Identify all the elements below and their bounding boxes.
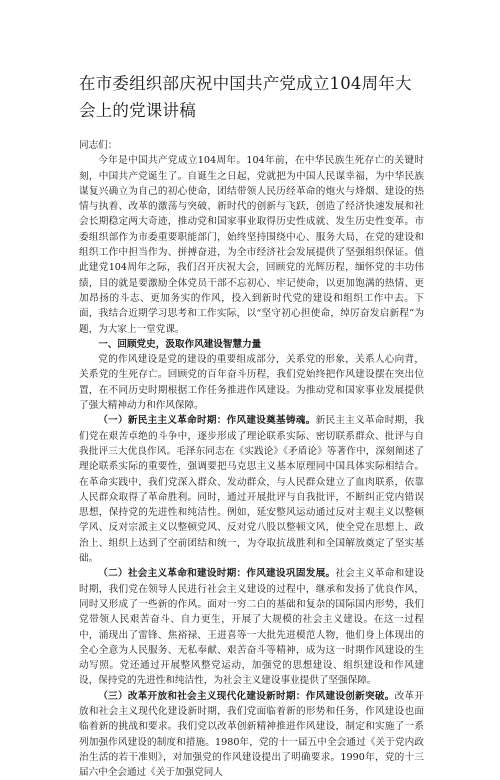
subsection-text: 改革开放和社会主义现代化建设新时期，我们党面临着新的形势和任务，作风建设也面临着新的挑战和要求。我们党以改革创新精神推进作风建设，制定和实施了一系列加强作风建设的制度和措施。1980年，党的十一届五中全会通过《关于党内政治生活的若干准则》，对加强党的作风建设提出了明确要求。1990年，党的十三届六中全会通过《关于加强党同人	[79, 690, 425, 779]
subsection-text: 社会主义革命和建设时期，我们党在领导人民进行社会主义建设的过程中，继承和发扬了优良作风，同时又形成了一些新的作风。面对一穷二白的基础和复杂的国际国内形势，我们党带领人民艰苦奋斗、自力更生，开展了大规模的社会主义建设。在这一过程中，涌现出了雷锋、焦裕禄、王进喜等一大批先进模范人物，他们身上体现出的全心全意为人民服务、无私奉献、艰苦奋斗等精神，成为这一时期作风建设的生动写照。党还通过开展整风整党运动，加强党的思想建设、组织建设和作风建设，保持党的先进性和纯洁性，为社会主义建设事业提供了坚强保障。	[79, 568, 425, 687]
document-body	[79, 138, 424, 780]
paragraph-intro: 今年是中国共产党成立104周年。104年前，在中华民族生死存亡的关键时刻，中国共产党诞生了。自诞生之日起，党就把为中国人民谋幸福，为中华民族谋复兴确立为自己的初心使命，团结带领人民历经革命的炮火与烽烟、建设的热情与执着、改革的激荡与突破、新时代的创新与飞跃，创造了经济快速发展和社会长期稳定两大奇迹，推动党和国家事业取得历史性成就、发生历史性变革。市委组织部作为市委重要职能部门，始终坚持围绕中心、服务大局，在党的建设和组织工作中担当作为、拼搏奋进，为全市经济社会发展提供了坚强组织保证。值此建党104周年之际，我们召开庆祝大会，回顾党的光辉历程，缅怀党的丰功伟绩，目的就是要激励全体党员干部不忘初心、牢记使命，以更加饱满的热情、更加昂扬的斗志、更加务实的作风，投入到新时代党的建设和组织工作中去。下面，我结合近期学习思考和工作实际，以“坚守初心担使命，绰厉奋发启新程”为题，为大家上一堂党课。	[79, 155, 424, 335]
subsection-lead: （三）改革开放和社会主义现代化建设新时期：作风建设创新突破。	[98, 690, 395, 702]
subsection-lead: （一）新民主主义革命时期：作风建设奠基铸魂。	[98, 415, 316, 427]
paragraph-subsection-3	[79, 689, 424, 780]
paragraph-subsection-2	[79, 566, 424, 688]
salutation: 同志们：	[79, 140, 118, 151]
paragraph-section-intro: 党的作风建设是党的建设的重要组成部分，关系党的形象，关系人心向背，关系党的生死存亡。回顾党的百年奋斗历程，我们党始终把作风建设摆在突出位置，在不同历史时期根据工作任务推进作风建设。为推动党和国家事业发展提供了强大精神动力和作风保障。	[79, 354, 424, 412]
paragraph-subsection-1	[79, 413, 424, 566]
subsection-text: 新民主主义革命时期，我们党在艰苦卓绝的斗争中，逐步形成了理论联系实际、密切联系群众、批评与自我批评三大优良作风。毛泽东同志在《实践论》《矛盾论》等著作中，深刻阐述了理论联系实际的重要性，强调要把马克思主义基本原理同中国具体实际相结合。在革命实践中，我们党深入群众、发动群众，与人民群众建立了血肉联系，依靠人民群众取得了革命胜利。同时，通过开展批评与自我批评，不断纠正党内错误思想，保持党的先进性和纯洁性。例如，延安整风运动通过反对主观主义以整顿学风、反对宗派主义以整顿党风、反对党八股以整顿文风，使全党在思想上、政治上、组织上达到了空前团结和统一，为夺取抗战胜利和全国解放奠定了坚实基础。	[79, 415, 425, 565]
section-heading: 一、回顾党史，汲取作风建设智慧力量	[98, 338, 262, 350]
subsection-lead: （二）社会主义革命和建设时期：作风建设巩固发展。	[98, 568, 336, 580]
page-title: 在市委组织部庆祝中国共产党成立104周年大会上的党课讲稿	[79, 74, 412, 120]
